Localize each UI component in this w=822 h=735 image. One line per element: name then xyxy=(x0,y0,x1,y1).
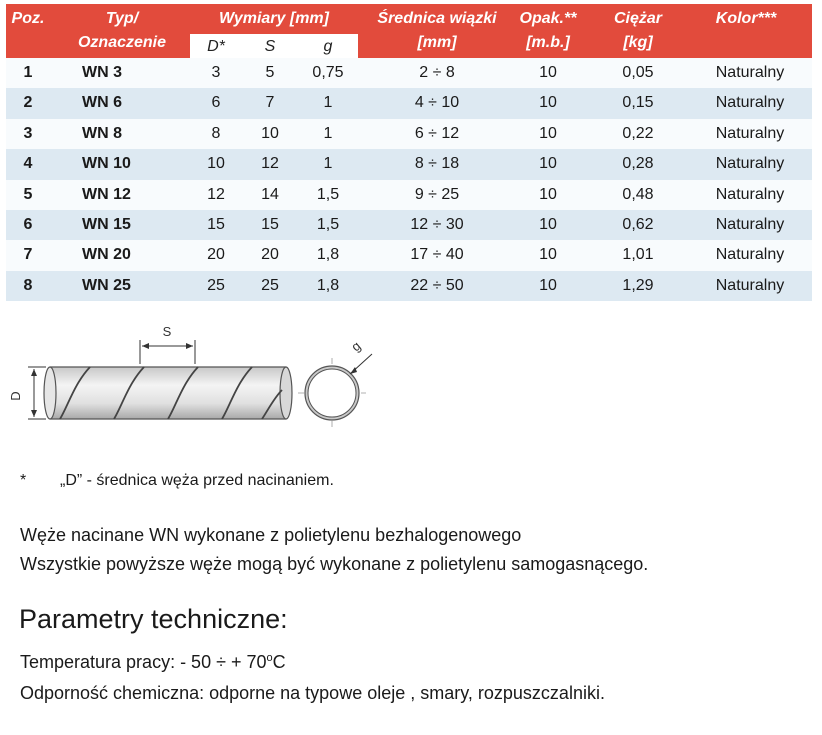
cell-opak: 10 xyxy=(539,124,557,142)
cell-g: 1 xyxy=(323,124,333,142)
table-row-5 xyxy=(6,180,812,210)
header-srednica-line1: Średnica wiązki xyxy=(377,10,497,27)
header-pos: Poz. xyxy=(11,10,45,27)
table-header xyxy=(6,4,812,58)
header-srednica-line2: [mm] xyxy=(417,34,457,51)
chemical-resistance-line: Odporność chemiczna: odporne na typowe oleje , smary, rozpuszczalniki. xyxy=(20,683,605,703)
cell-opak: 10 xyxy=(539,155,557,173)
cell-pos: 2 xyxy=(23,94,33,112)
cell-pos: 1 xyxy=(23,64,33,81)
cell-opak: 10 xyxy=(539,185,557,203)
dimension-s xyxy=(140,324,195,364)
cell-srednica: 17 ÷ 40 xyxy=(410,246,464,264)
cell-typ: WN 6 xyxy=(82,94,122,112)
cell-ciezar: 0,22 xyxy=(622,124,654,142)
cell-kolor: Naturalny xyxy=(715,64,785,81)
cell-d: 8 xyxy=(211,124,221,142)
cell-typ: WN 20 xyxy=(82,246,131,264)
cell-g: 1,8 xyxy=(316,276,340,294)
table-row-1 xyxy=(6,58,812,88)
table-body xyxy=(6,58,812,301)
cell-s: 15 xyxy=(261,215,279,233)
header-sub-g: g xyxy=(298,34,358,58)
cell-srednica: 22 ÷ 50 xyxy=(410,276,464,294)
temperature-degree: o xyxy=(266,652,273,664)
cell-srednica: 8 ÷ 18 xyxy=(414,155,460,173)
header-typ-line2: Oznaczenie xyxy=(77,34,167,51)
cell-pos: 6 xyxy=(23,215,33,233)
cell-g: 1 xyxy=(323,94,333,112)
temperature-line xyxy=(20,652,286,673)
cell-pos: 3 xyxy=(23,124,33,142)
cell-kolor: Naturalny xyxy=(715,94,785,112)
cell-opak: 10 xyxy=(539,276,557,294)
cell-d: 6 xyxy=(211,94,221,112)
cell-opak: 10 xyxy=(539,64,557,81)
cell-opak: 10 xyxy=(539,215,557,233)
label-s: S xyxy=(162,324,172,339)
cell-g: 1,8 xyxy=(316,246,340,264)
cell-d: 15 xyxy=(207,215,225,233)
cell-g: 1,5 xyxy=(316,185,340,203)
product-table xyxy=(6,4,812,301)
cell-pos: 4 xyxy=(23,155,33,173)
cell-typ: WN 12 xyxy=(82,185,131,203)
temperature-text: Temperatura pracy: - 50 ÷ + 70 xyxy=(20,652,267,672)
tube-cross-section xyxy=(298,338,372,428)
cell-ciezar: 1,29 xyxy=(622,276,654,294)
cell-g: 1 xyxy=(323,155,333,173)
header-kolor: Kolor*** xyxy=(715,10,777,27)
footnote-text: „D” - średnica węża przed nacinaniem. xyxy=(60,472,334,489)
cell-srednica: 6 ÷ 12 xyxy=(414,124,460,142)
cell-srednica: 4 ÷ 10 xyxy=(414,94,460,112)
cell-typ: WN 25 xyxy=(82,276,131,294)
cell-typ: WN 3 xyxy=(82,64,122,81)
footnote-asterisk: * xyxy=(20,472,27,489)
cell-opak: 10 xyxy=(539,94,557,112)
cell-srednica: 2 ÷ 8 xyxy=(419,64,455,81)
label-g: g xyxy=(348,338,364,355)
cell-kolor: Naturalny xyxy=(715,155,785,173)
cell-srednica: 9 ÷ 25 xyxy=(414,185,460,203)
cell-s: 20 xyxy=(261,246,279,264)
cell-pos: 7 xyxy=(23,246,33,264)
cell-g: 0,75 xyxy=(312,64,344,81)
cell-kolor: Naturalny xyxy=(715,185,785,203)
cell-d: 25 xyxy=(207,276,225,294)
table-row-6 xyxy=(6,210,812,240)
cell-ciezar: 0,48 xyxy=(622,185,654,203)
cell-kolor: Naturalny xyxy=(715,215,785,233)
cell-d: 12 xyxy=(207,185,225,203)
cell-pos: 5 xyxy=(23,185,33,203)
cell-ciezar: 0,15 xyxy=(622,94,654,112)
temperature-unit: C xyxy=(272,652,286,672)
cell-typ: WN 15 xyxy=(82,215,131,233)
note-line-1: Węże nacinane WN wykonane z polietylenu bezhalogenowego xyxy=(20,525,522,545)
note-line-2: Wszystkie powyższe węże mogą być wykonane z polietylenu samogasnącego. xyxy=(20,554,649,574)
cell-kolor: Naturalny xyxy=(715,246,785,264)
cell-pos: 8 xyxy=(23,276,33,294)
header-typ-line1: Typ/ xyxy=(105,10,139,27)
table-row-8 xyxy=(6,271,812,301)
spiral-tube xyxy=(44,367,292,419)
header-opak-line2: [m.b.] xyxy=(526,34,570,51)
cell-g: 1,5 xyxy=(316,215,340,233)
cell-ciezar: 1,01 xyxy=(622,246,654,264)
header-sub-d: D* xyxy=(190,34,242,58)
cell-ciezar: 0,62 xyxy=(622,215,654,233)
table-row-2 xyxy=(6,88,812,118)
cell-s: 5 xyxy=(265,64,275,81)
header-opak-line1: Opak.** xyxy=(519,10,577,27)
table-row-3 xyxy=(6,119,812,149)
cell-d: 10 xyxy=(207,155,225,173)
cell-ciezar: 0,05 xyxy=(622,64,654,81)
hose-diagram xyxy=(0,318,400,438)
cell-ciezar: 0,28 xyxy=(622,155,654,173)
cell-s: 12 xyxy=(261,155,279,173)
cell-s: 10 xyxy=(261,124,279,142)
cell-s: 14 xyxy=(261,185,279,203)
cell-srednica: 12 ÷ 30 xyxy=(410,215,464,233)
cell-d: 20 xyxy=(207,246,225,264)
header-ciezar-line2: [kg] xyxy=(623,34,653,51)
cell-opak: 10 xyxy=(539,246,557,264)
cell-typ: WN 10 xyxy=(82,155,131,173)
cell-s: 25 xyxy=(261,276,279,294)
cell-s: 7 xyxy=(265,94,275,112)
table-row-7 xyxy=(6,240,812,270)
cell-typ: WN 8 xyxy=(82,124,122,142)
dimension-d xyxy=(8,367,46,419)
table-row-4 xyxy=(6,149,812,179)
header-ciezar-line1: Ciężar xyxy=(613,10,663,27)
header-sub-s: S xyxy=(242,34,298,58)
header-wymiary: Wymiary [mm] xyxy=(219,10,329,27)
section-heading: Parametry techniczne: xyxy=(19,604,288,634)
cell-kolor: Naturalny xyxy=(715,276,785,294)
label-d: D xyxy=(8,391,23,401)
cell-kolor: Naturalny xyxy=(715,124,785,142)
cell-d: 3 xyxy=(211,64,221,81)
